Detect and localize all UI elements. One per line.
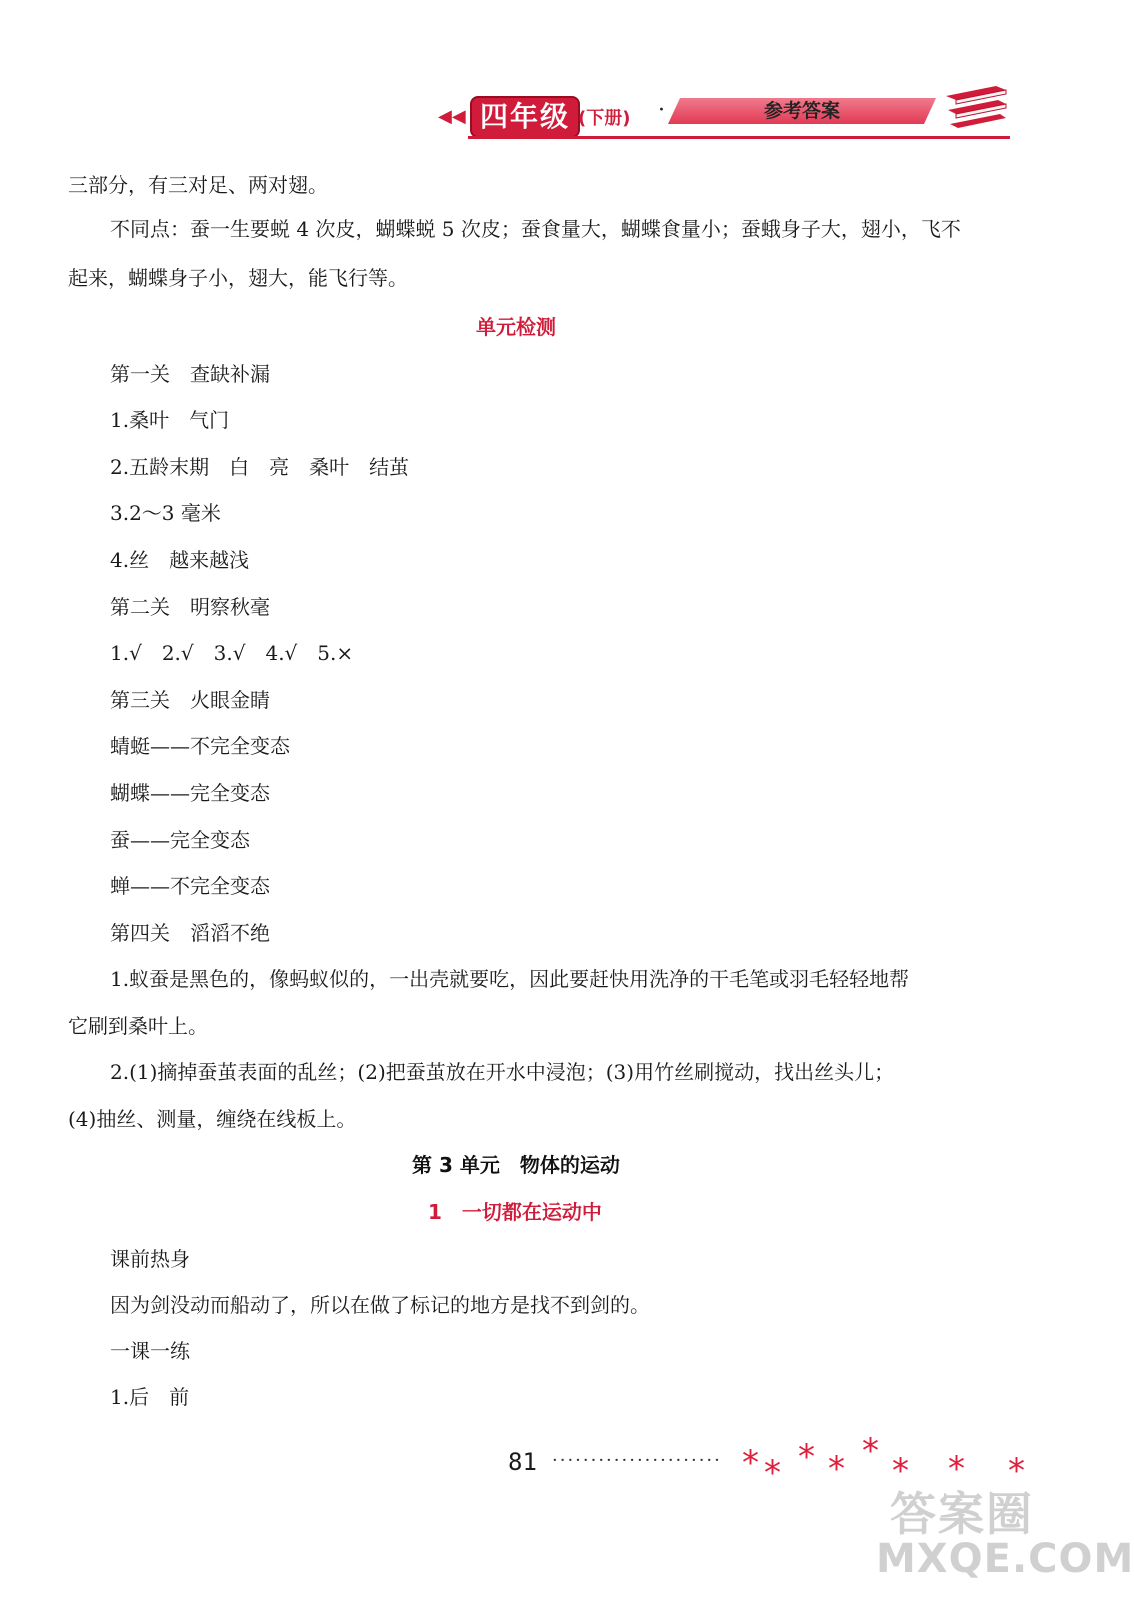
header-dot: · <box>658 98 665 123</box>
star-icon: * <box>742 1443 759 1483</box>
answer-line: 1.蚁蚕是黑色的，像蚂蚁似的，一出壳就要吃，因此要赶快用洗净的干毛笔或羽毛轻轻地帮 <box>110 967 910 991</box>
unit3-title: 第 3 单元 物体的运动 <box>412 1153 620 1177</box>
answer-line: 因为剑没动而船动了，所以在做了标记的地方是找不到剑的。 <box>110 1293 650 1317</box>
paragraph-line: 不同点：蚕一生要蜕 4 次皮，蝴蝶蜕 5 次皮；蚕食量大，蝴蝶食量小；蚕蛾身子大，翅小，飞不 <box>110 217 961 241</box>
level-heading: 第二关 明察秋毫 <box>110 595 270 619</box>
star-icon: * <box>1008 1451 1025 1491</box>
volume-label: (下册) <box>578 108 631 129</box>
answer-line: 1.后 前 <box>110 1385 190 1409</box>
star-icon: * <box>892 1451 909 1491</box>
level-heading: 第一关 查缺补漏 <box>110 362 270 386</box>
answer-line: 蝉——不完全变态 <box>110 874 270 898</box>
answer-line: 2.(1)摘掉蚕茧表面的乱丝；(2)把蚕茧放在开水中浸泡；(3)用竹丝刷搅动，找出丝头儿； <box>110 1060 895 1084</box>
answer-line: 1.桑叶 气门 <box>110 408 230 432</box>
section-heading: 一课一练 <box>110 1339 190 1363</box>
footer-dots: ······················ <box>552 1450 722 1471</box>
unit-test-title: 单元检测 <box>476 315 556 339</box>
answer-line: 蚕——完全变态 <box>110 828 250 852</box>
answer-line: 1.√ 2.√ 3.√ 4.√ 5.× <box>110 641 354 665</box>
level-heading: 第四关 滔滔不绝 <box>110 921 270 945</box>
section-title: 参考答案 <box>763 100 840 122</box>
answer-line: 3.2～3 毫米 <box>110 501 221 525</box>
grade-badge: 四年级 <box>470 96 580 138</box>
level-heading: 第三关 火眼金睛 <box>110 688 270 712</box>
header-rule <box>468 136 1010 139</box>
lesson-title: 1 一切都在运动中 <box>428 1200 602 1224</box>
answer-line: (4)抽丝、测量，缠绕在线板上。 <box>68 1107 357 1131</box>
answer-line: 蜻蜓——不完全变态 <box>110 734 290 758</box>
watermark-logo: 答案圈 <box>890 1487 1034 1541</box>
page-number: 81 <box>508 1448 537 1476</box>
star-icon: * <box>798 1437 815 1477</box>
watermark-url: MXQE.COM <box>876 1536 1134 1582</box>
star-icon: * <box>862 1431 879 1471</box>
star-icon: * <box>764 1453 781 1493</box>
section-heading: 课前热身 <box>110 1247 190 1271</box>
star-icon: * <box>828 1449 845 1489</box>
answer-line: 它刷到桑叶上。 <box>68 1014 208 1038</box>
book-stack-icon <box>944 82 1008 132</box>
answer-line: 2.五龄末期 白 亮 桑叶 结茧 <box>110 455 410 479</box>
paragraph-line: 起来，蝴蝶身子小，翅大，能飞行等。 <box>68 266 408 290</box>
answer-line: 蝴蝶——完全变态 <box>110 781 270 805</box>
star-icon: * <box>948 1449 965 1489</box>
paragraph-line: 三部分，有三对足、两对翅。 <box>68 173 328 197</box>
answer-line: 4.丝 越来越浅 <box>110 548 250 572</box>
header-arrow-icon: ◀◀ <box>438 106 466 127</box>
